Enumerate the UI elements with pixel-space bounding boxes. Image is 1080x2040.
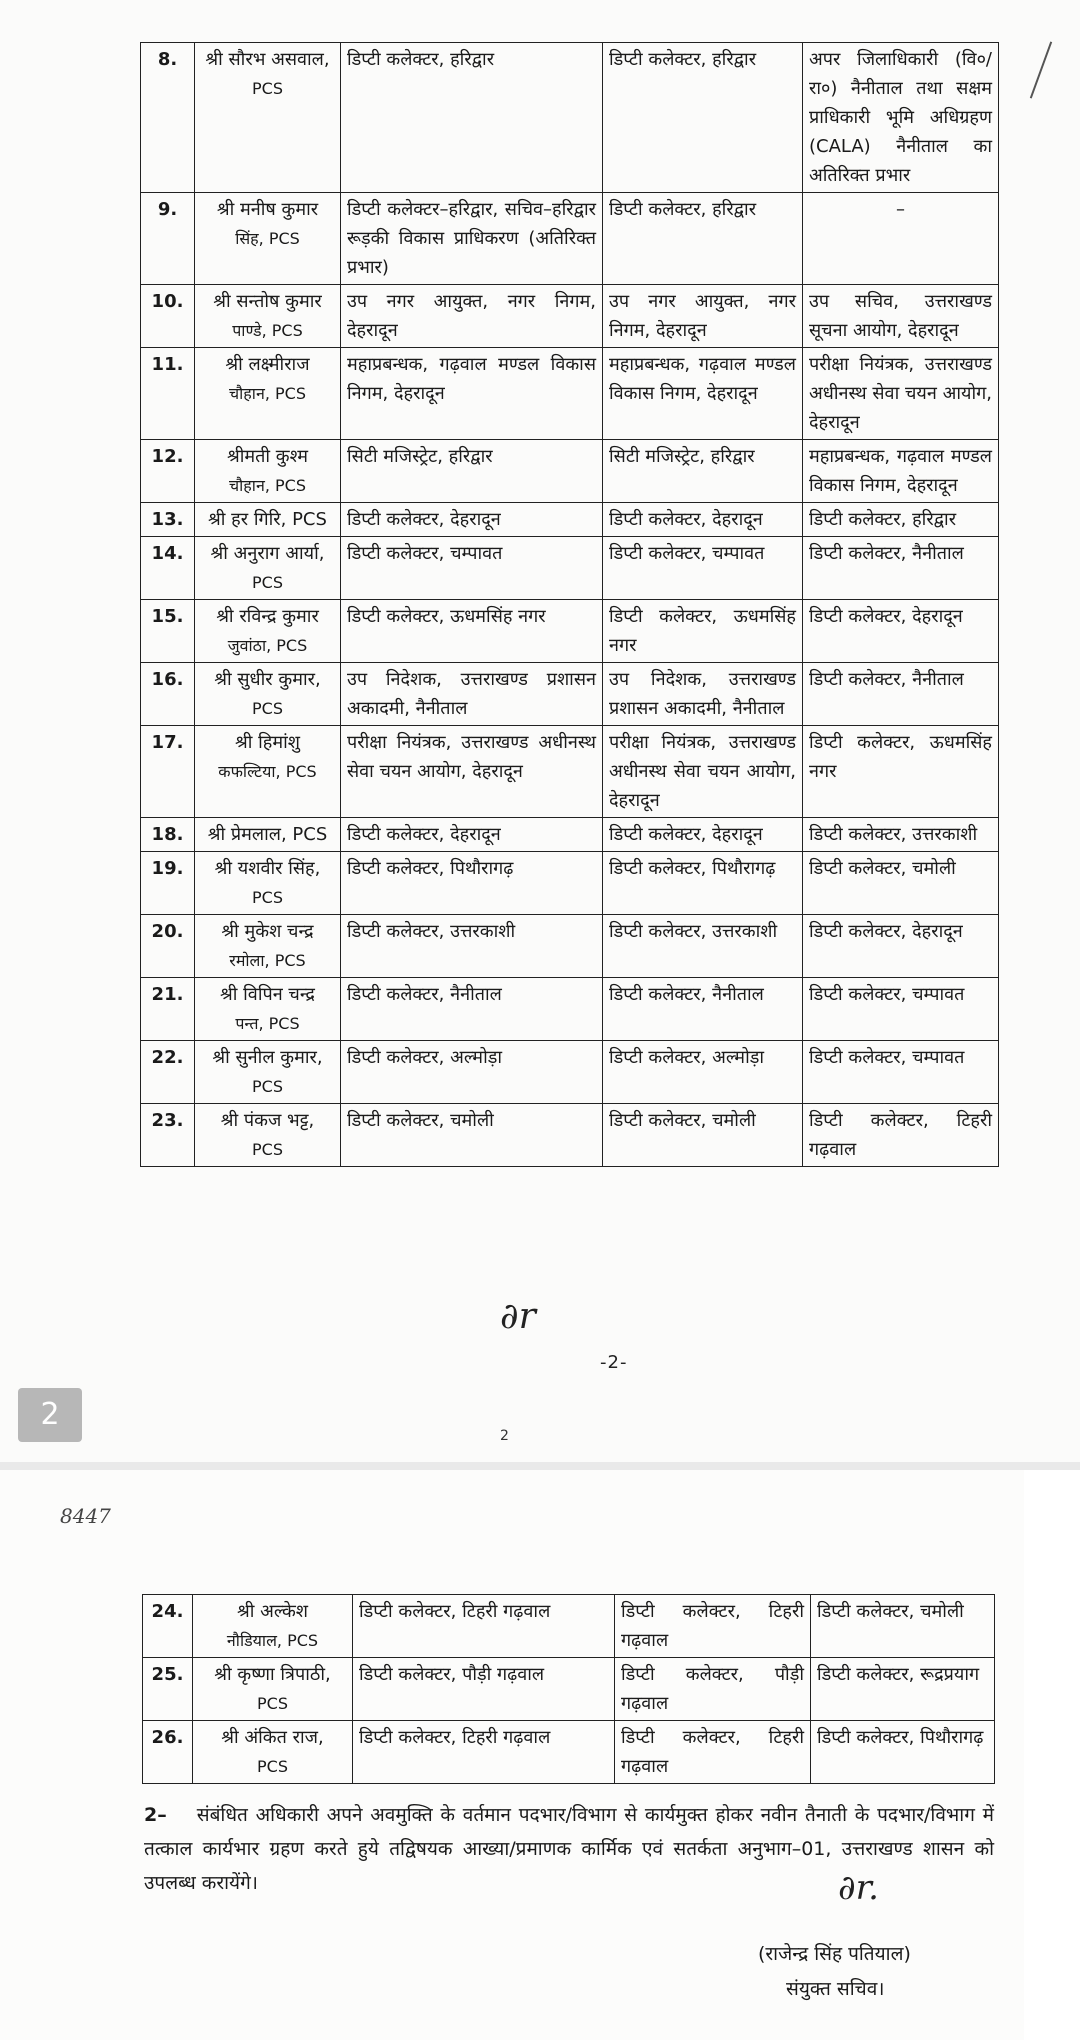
new-posting-cell: डिप्टी कलेक्टर, देहरादून xyxy=(803,915,999,978)
table-row xyxy=(141,537,999,600)
current-posting-cell: उप नगर आयुक्त, नगर निगम, देहरादून xyxy=(341,285,603,348)
new-posting-cell: डिप्टी कलेक्टर, उत्तरकाशी xyxy=(803,818,999,852)
table-row xyxy=(141,818,999,852)
officer-name: श्री अनुराग आर्या, xyxy=(210,543,325,564)
signatory-designation: संयुक्त सचिव। xyxy=(786,1978,885,2000)
retained-posting-cell: डिप्टी कलेक्टर, नैनीताल xyxy=(603,978,803,1041)
serial-number-cell: 11. xyxy=(141,348,195,440)
officer-cadre: रमोला, PCS xyxy=(229,951,306,970)
current-posting-cell: डिप्टी कलेक्टर, चम्पावत xyxy=(341,537,603,600)
table-row xyxy=(141,503,999,537)
new-posting-cell: डिप्टी कलेक्टर, नैनीताल xyxy=(803,537,999,600)
table-row xyxy=(141,285,999,348)
table-row xyxy=(141,348,999,440)
serial-number-cell: 12. xyxy=(141,440,195,503)
retained-posting-cell: डिप्टी कलेक्टर, देहरादून xyxy=(603,503,803,537)
officer-cadre: PCS xyxy=(252,699,283,718)
retained-posting-cell: डिप्टी कलेक्टर, ऊधमसिंह नगर xyxy=(603,600,803,663)
signature: ∂r. xyxy=(838,1868,879,1908)
serial-number-cell: 10. xyxy=(141,285,195,348)
serial-number-cell: 8. xyxy=(141,43,195,193)
officer-name-cell xyxy=(195,663,341,726)
officer-cadre: PCS xyxy=(252,1140,283,1159)
page-badge[interactable]: 2 xyxy=(18,1388,82,1442)
serial-number-cell: 26. xyxy=(143,1721,193,1784)
officer-name: श्री मुकेश चन्द्र xyxy=(221,921,314,942)
current-posting-cell: डिप्टी कलेक्टर–हरिद्वार, सचिव–हरिद्वार रूड़की विकास प्राधिकरण (अतिरिक्त प्रभार) xyxy=(341,193,603,285)
officer-name-cell xyxy=(195,43,341,193)
current-posting-cell: महाप्रबन्धक, गढ़वाल मण्डल विकास निगम, देहरादून xyxy=(341,348,603,440)
officer-name: श्री कृष्णा त्रिपाठी, xyxy=(214,1664,331,1685)
current-posting-cell: डिप्टी कलेक्टर, पिथौरागढ़ xyxy=(341,852,603,915)
retained-posting-cell: डिप्टी कलेक्टर, पिथौरागढ़ xyxy=(603,852,803,915)
retained-posting-cell: डिप्टी कलेक्टर, चमोली xyxy=(603,1104,803,1167)
table-row xyxy=(143,1595,995,1658)
retained-posting-cell: डिप्टी कलेक्टर, चम्पावत xyxy=(603,537,803,600)
current-posting-cell: डिप्टी कलेक्टर, हरिद्वार xyxy=(341,43,603,193)
officer-name: श्री सौरभ असवाल, xyxy=(205,49,330,70)
officer-name-cell xyxy=(193,1595,353,1658)
officer-name: श्री प्रेमलाल, PCS xyxy=(207,824,328,845)
table-row xyxy=(141,663,999,726)
retained-posting-cell: डिप्टी कलेक्टर, टिहरी गढ़वाल xyxy=(615,1595,811,1658)
page-number: 2 xyxy=(500,1428,509,1444)
serial-number-cell: 16. xyxy=(141,663,195,726)
table-row xyxy=(141,852,999,915)
officer-name: श्री सुधीर कुमार, xyxy=(214,669,321,690)
new-posting-cell: परीक्षा नियंत्रक, उत्तराखण्ड अधीनस्थ सेवा चयन आयोग, देहरादून xyxy=(803,348,999,440)
officer-cadre: चौहान, PCS xyxy=(229,384,306,403)
new-posting-cell: अपर जिलाधिकारी (वि०/रा०) नैनीताल तथा सक्षम प्राधिकारी भूमि अधिग्रहण (CALA) नैनीताल का अतिरिक्त प्रभार xyxy=(803,43,999,193)
officer-name: श्री यशवीर सिंह, xyxy=(214,858,321,879)
new-posting-cell: – xyxy=(803,193,999,285)
current-posting-cell: डिप्टी कलेक्टर, पौड़ी गढ़वाल xyxy=(353,1658,615,1721)
officer-cadre: जुवांठा, PCS xyxy=(227,636,308,655)
officer-name: श्री विपिन चन्द्र xyxy=(220,984,315,1005)
current-posting-cell: डिप्टी कलेक्टर, टिहरी गढ़वाल xyxy=(353,1595,615,1658)
new-posting-cell: डिप्टी कलेक्टर, ऊधमसिंह नगर xyxy=(803,726,999,818)
serial-number-cell: 15. xyxy=(141,600,195,663)
serial-number-cell: 21. xyxy=(141,978,195,1041)
table-row xyxy=(141,1041,999,1104)
paragraph-text: संबंधित अधिकारी अपने अवमुक्ति के वर्तमान पदभार/विभाग से कार्यमुक्त होकर नवीन तैनाती के पदभार/विभाग में तत्काल कार्यभार ग्रहण करते हुये तद्विषयक आख्या/प्रमाणक कार्मिक एवं सतर्कता अनुभाग–01, उत्तराखण्ड शासन को उपलब्ध करायेंगे। xyxy=(144,1804,994,1894)
table-row xyxy=(141,600,999,663)
officer-name-cell xyxy=(195,1104,341,1167)
current-posting-cell: डिप्टी कलेक्टर, चमोली xyxy=(341,1104,603,1167)
table-row xyxy=(141,43,999,193)
new-posting-cell: डिप्टी कलेक्टर, हरिद्वार xyxy=(803,503,999,537)
retained-posting-cell: डिप्टी कलेक्टर, पौड़ी गढ़वाल xyxy=(615,1658,811,1721)
retained-posting-cell: डिप्टी कलेक्टर, उत्तरकाशी xyxy=(603,915,803,978)
table-row xyxy=(141,440,999,503)
table-row xyxy=(141,726,999,818)
officer-cadre: नौडियाल, PCS xyxy=(226,1631,319,1650)
transfer-table-part-1 xyxy=(140,42,999,1167)
current-posting-cell: डिप्टी कलेक्टर, ऊधमसिंह नगर xyxy=(341,600,603,663)
officer-name-cell xyxy=(195,503,341,537)
serial-number-cell: 23. xyxy=(141,1104,195,1167)
retained-posting-cell: सिटी मजिस्ट्रेट, हरिद्वार xyxy=(603,440,803,503)
serial-number-cell: 17. xyxy=(141,726,195,818)
new-posting-cell: डिप्टी कलेक्टर, रूद्रप्रयाग xyxy=(811,1658,995,1721)
officer-cadre: पन्त, PCS xyxy=(235,1014,300,1033)
margin-mark xyxy=(1030,41,1052,98)
officer-name-cell xyxy=(195,440,341,503)
officer-name: श्री सन्तोष कुमार xyxy=(213,291,322,312)
serial-number-cell: 9. xyxy=(141,193,195,285)
current-posting-cell: डिप्टी कलेक्टर, टिहरी गढ़वाल xyxy=(353,1721,615,1784)
new-posting-cell: डिप्टी कलेक्टर, चमोली xyxy=(803,852,999,915)
serial-number-cell: 13. xyxy=(141,503,195,537)
current-posting-cell: परीक्षा नियंत्रक, उत्तराखण्ड अधीनस्थ सेवा चयन आयोग, देहरादून xyxy=(341,726,603,818)
new-posting-cell: डिप्टी कलेक्टर, चम्पावत xyxy=(803,978,999,1041)
new-posting-cell: डिप्टी कलेक्टर, चमोली xyxy=(811,1595,995,1658)
retained-posting-cell: डिप्टी कलेक्टर, हरिद्वार xyxy=(603,43,803,193)
retained-posting-cell: महाप्रबन्धक, गढ़वाल मण्डल विकास निगम, देहरादून xyxy=(603,348,803,440)
table-row xyxy=(141,915,999,978)
new-posting-cell: डिप्टी कलेक्टर, नैनीताल xyxy=(803,663,999,726)
transfer-table-part-2 xyxy=(142,1594,995,1784)
officer-name-cell xyxy=(195,348,341,440)
officer-name-cell xyxy=(195,285,341,348)
serial-number-cell: 20. xyxy=(141,915,195,978)
officer-cadre: चौहान, PCS xyxy=(229,476,306,495)
officer-name-cell xyxy=(195,726,341,818)
serial-number-cell: 24. xyxy=(143,1595,193,1658)
officer-name-cell xyxy=(195,915,341,978)
initials-signature: ∂r xyxy=(500,1296,536,1337)
table-row xyxy=(141,978,999,1041)
officer-name: श्री हिमांशु xyxy=(234,732,300,753)
retained-posting-cell: डिप्टी कलेक्टर, देहरादून xyxy=(603,818,803,852)
officer-cadre: कफल्टिया, PCS xyxy=(218,762,317,781)
serial-number-cell: 19. xyxy=(141,852,195,915)
officer-name: श्री मनीष कुमार xyxy=(216,199,319,220)
officer-name-cell xyxy=(193,1721,353,1784)
officer-cadre: PCS xyxy=(252,1077,283,1096)
officer-name-cell xyxy=(195,1041,341,1104)
officer-name: श्री अल्केश xyxy=(236,1601,309,1622)
officer-cadre: PCS xyxy=(252,573,283,592)
officer-name-cell xyxy=(195,852,341,915)
officer-name: श्री पंकज भट्ट, xyxy=(220,1110,315,1131)
officer-cadre: PCS xyxy=(252,79,283,98)
table-row xyxy=(143,1721,995,1784)
current-posting-cell: डिप्टी कलेक्टर, देहरादून xyxy=(341,818,603,852)
current-posting-cell: उप निदेशक, उत्तराखण्ड प्रशासन अकादमी, नैनीताल xyxy=(341,663,603,726)
table-row xyxy=(143,1658,995,1721)
officer-name-cell xyxy=(195,537,341,600)
table-row xyxy=(141,193,999,285)
officer-name-cell xyxy=(193,1658,353,1721)
new-posting-cell: डिप्टी कलेक्टर, चम्पावत xyxy=(803,1041,999,1104)
handwritten-file-number: 8447 xyxy=(60,1504,111,1528)
current-posting-cell: डिप्टी कलेक्टर, उत्तरकाशी xyxy=(341,915,603,978)
officer-name: श्रीमती कुश्म xyxy=(226,446,309,467)
officer-name: श्री रविन्द्र कुमार xyxy=(216,606,319,627)
serial-number-cell: 14. xyxy=(141,537,195,600)
officer-cadre: सिंह, PCS xyxy=(235,229,300,248)
current-posting-cell: डिप्टी कलेक्टर, अल्मोड़ा xyxy=(341,1041,603,1104)
officer-cadre: PCS xyxy=(257,1757,288,1776)
officer-cadre: पाण्डे, PCS xyxy=(232,321,303,340)
paragraph-number: 2– xyxy=(144,1804,167,1826)
table-row xyxy=(141,1104,999,1167)
retained-posting-cell: परीक्षा नियंत्रक, उत्तराखण्ड अधीनस्थ सेवा चयन आयोग, देहरादून xyxy=(603,726,803,818)
officer-name: श्री हर गिरि, PCS xyxy=(208,509,327,530)
retained-posting-cell: डिप्टी कलेक्टर, टिहरी गढ़वाल xyxy=(615,1721,811,1784)
signatory-name: (राजेन्द्र सिंह पतियाल) xyxy=(758,1943,911,1965)
new-posting-cell: उप सचिव, उत्तराखण्ड सूचना आयोग, देहरादून xyxy=(803,285,999,348)
officer-name-cell xyxy=(195,600,341,663)
page-separator xyxy=(0,1462,1080,1470)
new-posting-cell: डिप्टी कलेक्टर, टिहरी गढ़वाल xyxy=(803,1104,999,1167)
officer-name-cell xyxy=(195,818,341,852)
serial-number-cell: 25. xyxy=(143,1658,193,1721)
officer-name: श्री अंकित राज, xyxy=(221,1727,324,1748)
current-posting-cell: डिप्टी कलेक्टर, नैनीताल xyxy=(341,978,603,1041)
officer-name: श्री सुनील कुमार, xyxy=(212,1047,323,1068)
retained-posting-cell: उप नगर आयुक्त, नगर निगम, देहरादून xyxy=(603,285,803,348)
retained-posting-cell: डिप्टी कलेक्टर, हरिद्वार xyxy=(603,193,803,285)
officer-cadre: PCS xyxy=(257,1694,288,1713)
officer-cadre: PCS xyxy=(252,888,283,907)
officer-name-cell xyxy=(195,193,341,285)
officer-name: श्री लक्ष्मीराज xyxy=(225,354,310,375)
new-posting-cell: डिप्टी कलेक्टर, पिथौरागढ़ xyxy=(811,1721,995,1784)
current-posting-cell: डिप्टी कलेक्टर, देहरादून xyxy=(341,503,603,537)
new-posting-cell: महाप्रबन्धक, गढ़वाल मण्डल विकास निगम, देहरादून xyxy=(803,440,999,503)
current-posting-cell: सिटी मजिस्ट्रेट, हरिद्वार xyxy=(341,440,603,503)
page-marker: -2- xyxy=(600,1352,628,1373)
serial-number-cell: 22. xyxy=(141,1041,195,1104)
officer-name-cell xyxy=(195,978,341,1041)
retained-posting-cell: डिप्टी कलेक्टर, अल्मोड़ा xyxy=(603,1041,803,1104)
new-posting-cell: डिप्टी कलेक्टर, देहरादून xyxy=(803,600,999,663)
retained-posting-cell: उप निदेशक, उत्तराखण्ड प्रशासन अकादमी, नैनीताल xyxy=(603,663,803,726)
serial-number-cell: 18. xyxy=(141,818,195,852)
